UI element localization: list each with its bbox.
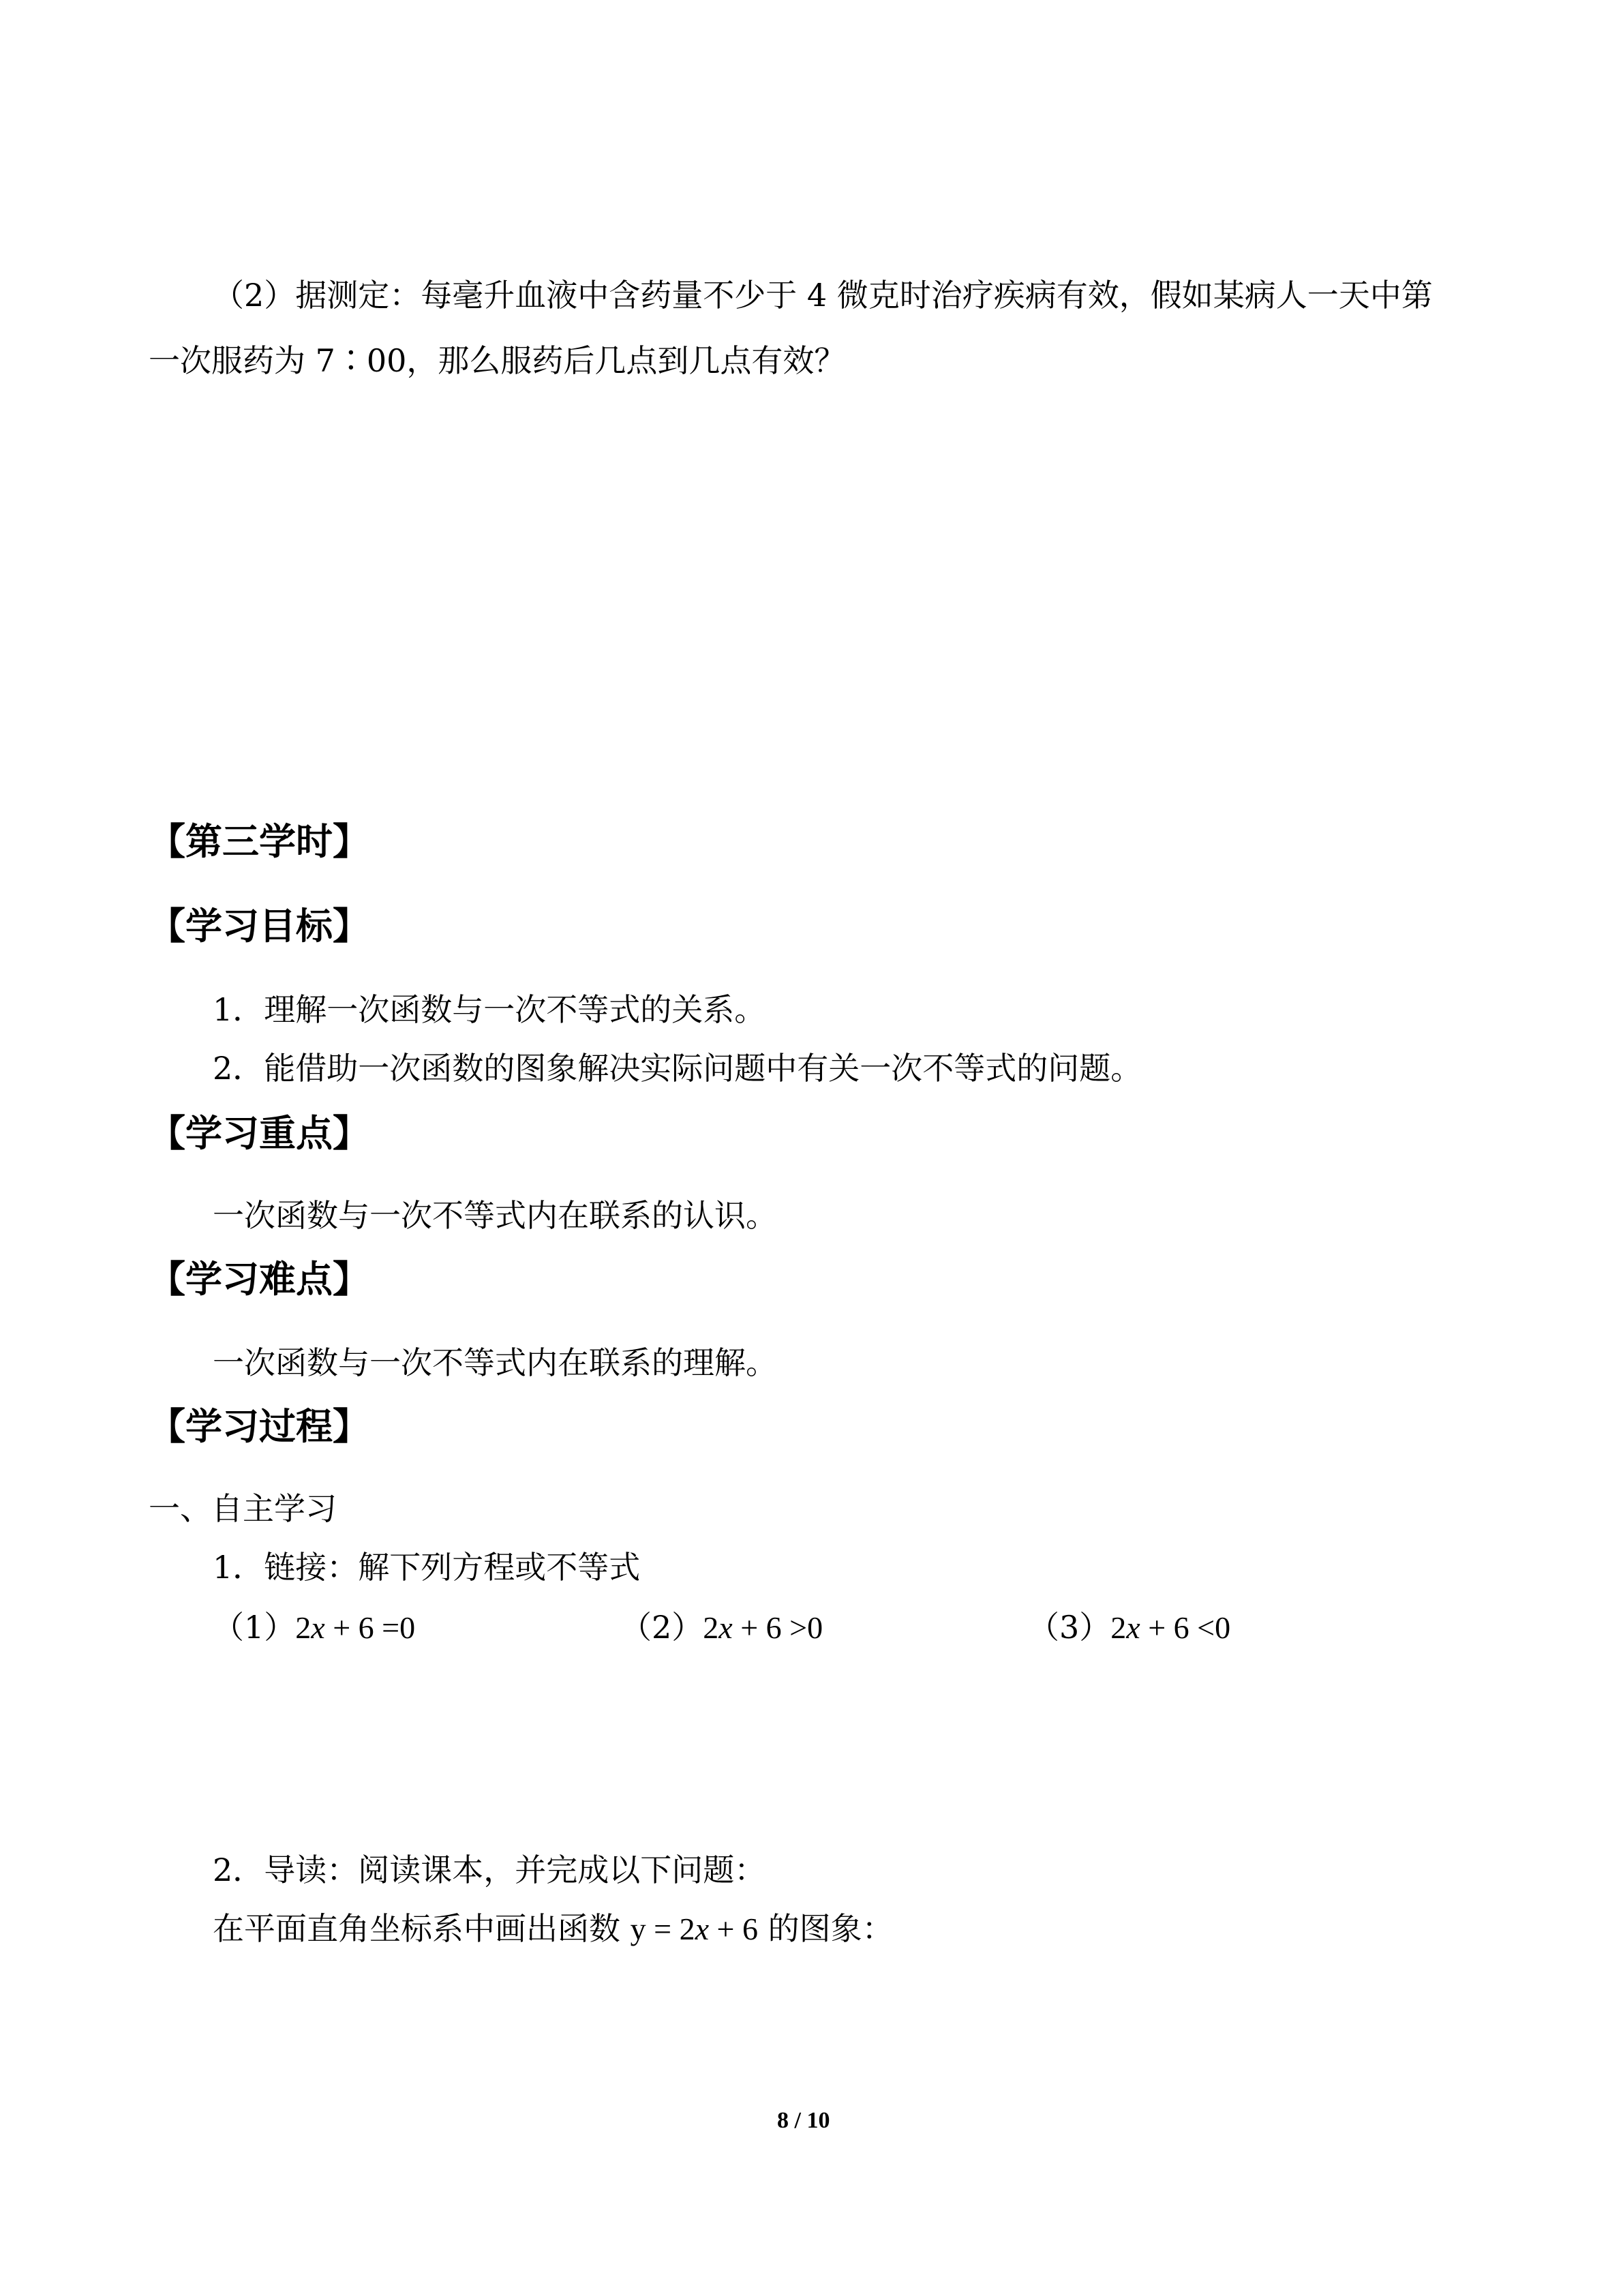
task-prefix: 在平面直角坐标系中画出函数 — [213, 1910, 631, 1947]
task-func-rest: + 6 — [709, 1912, 758, 1946]
equation-rest: + 6 =0 — [324, 1610, 416, 1645]
task-func: y = 2 — [630, 1912, 695, 1946]
objective-item-1: 1．理解一次函数与一次不等式的关系。 — [213, 991, 766, 1028]
equation-var: x — [311, 1610, 325, 1645]
equation-coef: 2 — [1110, 1610, 1127, 1645]
key-points-text: 一次函数与一次不等式内在联系的认识。 — [213, 1197, 777, 1234]
equation-3 — [1028, 1609, 1231, 1646]
equation-coef: 2 — [295, 1610, 312, 1645]
equation-coef: 2 — [703, 1610, 719, 1645]
problem-2-line-1: （2）据测定：每毫升血液中含药量不少于 4 微克时治疗疾病有效，假如某病人一天中第 — [213, 277, 1433, 314]
equation-var: x — [1126, 1610, 1140, 1645]
equation-label: （2） — [620, 1609, 703, 1646]
self-study-item-2-task — [213, 1910, 894, 1947]
equation-1 — [213, 1609, 416, 1646]
lesson-title: 【第三学时】 — [149, 820, 369, 863]
self-study-heading: 一、自主学习 — [149, 1490, 337, 1527]
self-study-item-1: 1．链接：解下列方程或不等式 — [213, 1549, 641, 1586]
page-number: 8 / 10 — [777, 2108, 830, 2133]
equation-var: x — [718, 1610, 733, 1645]
process-heading: 【学习过程】 — [149, 1405, 369, 1448]
key-points-heading: 【学习重点】 — [149, 1112, 369, 1155]
equation-label: （3） — [1028, 1609, 1111, 1646]
difficulties-heading: 【学习难点】 — [149, 1258, 369, 1301]
objectives-heading: 【学习目标】 — [149, 905, 369, 948]
problem-2-line-2: 一次服药为 7∶00，那么服药后几点到几点有效？ — [149, 342, 846, 379]
difficulties-text: 一次函数与一次不等式内在联系的理解。 — [213, 1344, 777, 1381]
objective-item-2: 2．能借助一次函数的图象解决实际问题中有关一次不等式的问题。 — [213, 1050, 1142, 1087]
equation-rest: + 6 >0 — [732, 1610, 823, 1645]
self-study-item-2: 2．导读：阅读课本，并完成以下问题： — [213, 1852, 766, 1888]
equation-rest: + 6 <0 — [1140, 1610, 1231, 1645]
task-suffix: 的图象： — [757, 1910, 894, 1947]
equation-label: （1） — [213, 1609, 296, 1646]
task-var: x — [695, 1912, 709, 1946]
equation-2 — [620, 1609, 823, 1646]
